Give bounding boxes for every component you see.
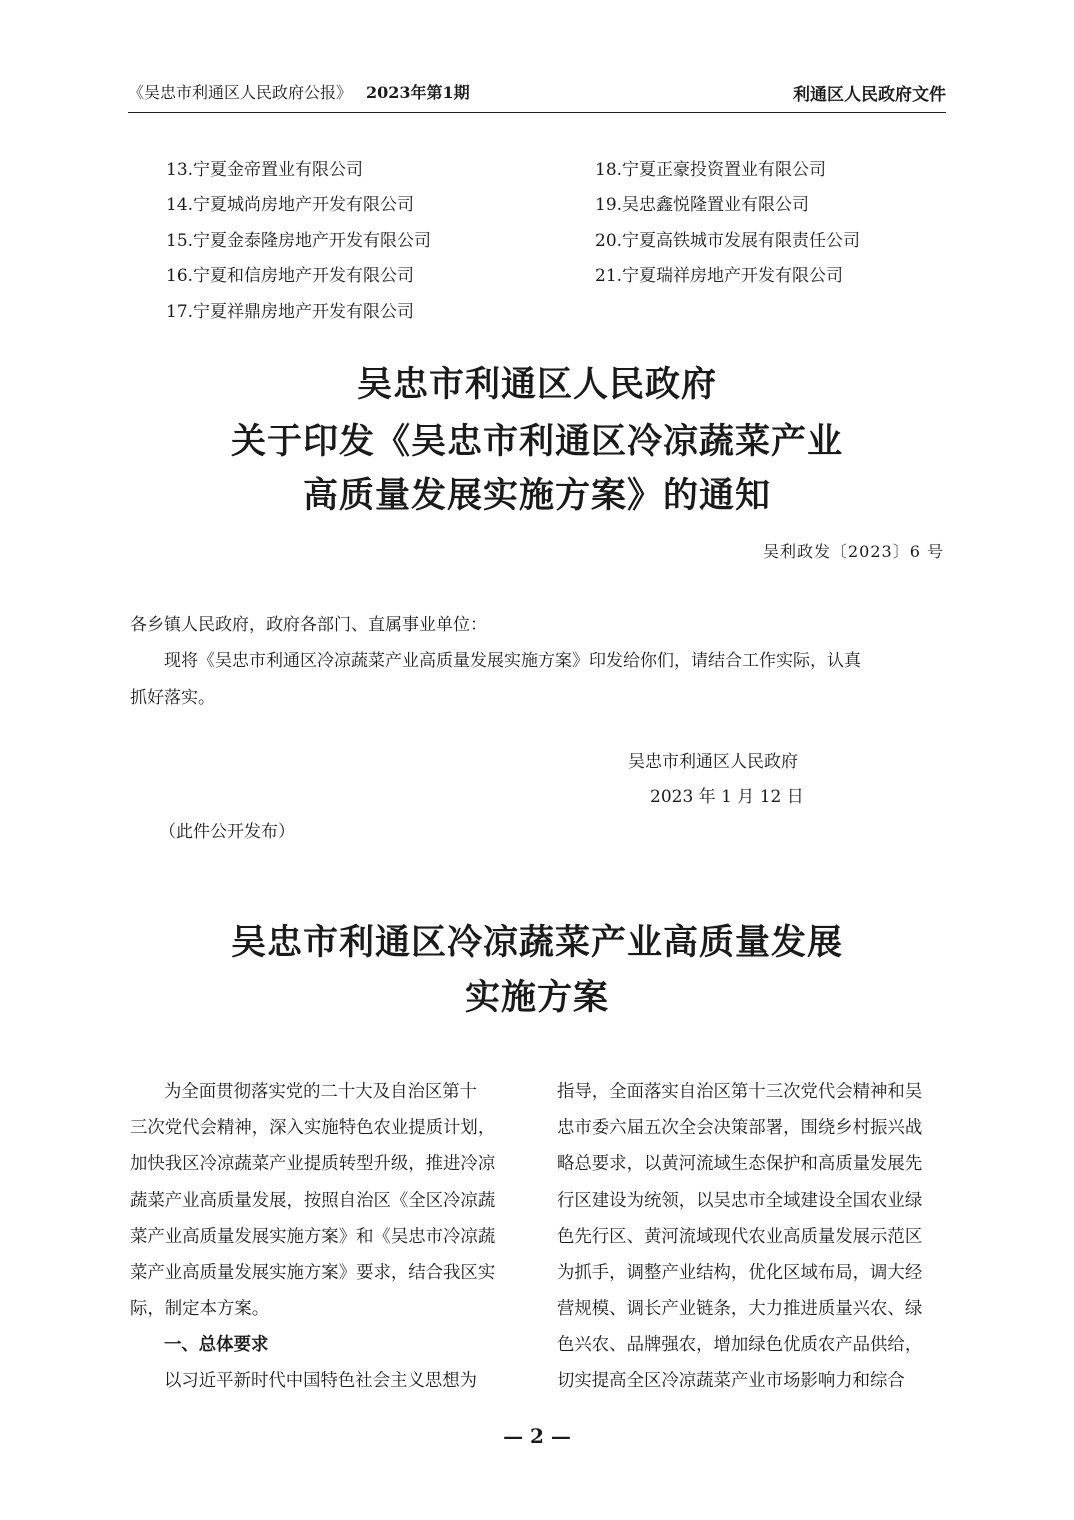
paragraph-line: 菜产业高质量发展实施方案》和《吴忠市冷凉蔬 [130, 1227, 496, 1247]
company-item: 21.宁夏瑞祥房地产开发有限公司 [595, 266, 844, 286]
paragraph-line: 为全面贯彻落实党的二十大及自治区第十 [164, 1082, 478, 1102]
notice-title-line: 高质量发展实施方案》的通知 [302, 475, 771, 516]
company-item: 18.宁夏正豪投资置业有限公司 [595, 160, 827, 180]
issue-date: 2023 年 1 月 12 日 [650, 787, 804, 807]
paragraph-line: 色兴农、品牌强农，增加绿色优质农产品供给， [557, 1335, 923, 1355]
company-item: 13.宁夏金帝置业有限公司 [166, 160, 364, 180]
paragraph-line: 色先行区、黄河流域现代农业高质量发展示范区 [557, 1227, 923, 1247]
company-item: 14.宁夏城尚房地产开发有限公司 [166, 195, 415, 215]
plan-title-line: 吴忠市利通区冷凉蔬菜产业高质量发展 [230, 922, 843, 963]
paragraph-line: 行区建设为统领，以吴忠市全域建设全国农业绿 [557, 1191, 923, 1211]
notice-body: 抓好落实。 [130, 688, 215, 708]
paragraph-line: 三次党代会精神，深入实施特色农业提质计划， [130, 1118, 496, 1138]
company-item: 16.宁夏和信房地产开发有限公司 [166, 266, 415, 286]
disclosure-note: （此件公开发布） [159, 822, 295, 842]
notice-body: 现将《吴忠市利通区冷凉蔬菜产业高质量发展实施方案》印发给你们，请结合工作实际，认真 [164, 651, 861, 671]
paragraph-line: 切实提高全区冷凉蔬菜产业市场影响力和综合 [557, 1371, 905, 1391]
paragraph-line: 营规模、调长产业链条，大力推进质量兴农、绿 [557, 1299, 923, 1319]
section-heading: 一、总体要求 [164, 1335, 269, 1355]
company-item: 19.吴忠鑫悦隆置业有限公司 [595, 195, 810, 215]
paragraph-line: 菜产业高质量发展实施方案》要求，结合我区实 [130, 1263, 496, 1283]
paragraph-line: 忠市委六届五次全会决策部署，围绕乡村振兴战 [557, 1118, 923, 1138]
notice-title-line: 吴忠市利通区人民政府 [356, 364, 717, 405]
notice-title-line: 关于印发《吴忠市利通区冷凉蔬菜产业 [230, 421, 843, 462]
paragraph-line: 蔬菜产业高质量发展，按照自治区《全区冷凉蔬 [130, 1191, 496, 1211]
paragraph-line: 指导，全面落实自治区第十三次党代会精神和吴 [557, 1082, 923, 1102]
header-divider [128, 112, 946, 113]
publication-name: 《吴忠市利通区人民政府公报》 [128, 83, 353, 102]
paragraph-line: 以习近平新时代中国特色社会主义思想为 [164, 1371, 478, 1391]
issue-label: 2023年第1期 [366, 83, 470, 102]
page-number: — 2 — [503, 1424, 571, 1448]
company-item: 17.宁夏祥鼎房地产开发有限公司 [166, 302, 415, 322]
company-item: 20.宁夏高铁城市发展有限责任公司 [595, 231, 861, 251]
document-number: 吴利政发〔2023〕6 号 [763, 542, 944, 561]
section-label: 利通区人民政府文件 [793, 85, 946, 105]
paragraph-line: 际，制定本方案。 [130, 1299, 270, 1319]
recipients: 各乡镇人民政府，政府各部门、直属事业单位： [130, 615, 487, 635]
company-item: 15.宁夏金泰隆房地产开发有限公司 [166, 231, 432, 251]
publication-header [128, 80, 470, 103]
signer: 吴忠市利通区人民政府 [628, 752, 798, 772]
paragraph-line: 略总要求，以黄河流域生态保护和高质量发展先 [557, 1154, 923, 1174]
paragraph-line: 为抓手，调整产业结构，优化区域布局，调大经 [557, 1263, 923, 1283]
paragraph-line: 加快我区冷凉蔬菜产业提质转型升级，推进冷凉 [130, 1154, 496, 1174]
plan-title-line: 实施方案 [464, 977, 609, 1018]
